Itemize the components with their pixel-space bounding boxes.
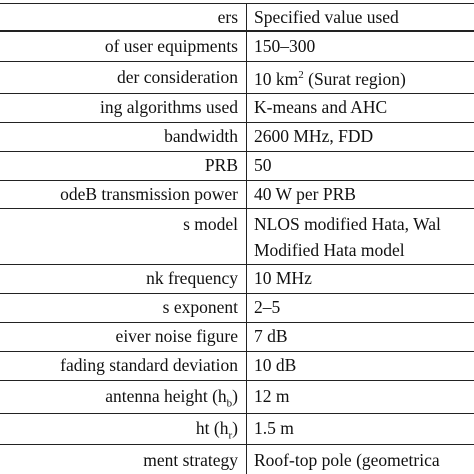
row-value-line2: Modified Hata model [254,240,405,260]
row-value: 2600 MHz, FDD [254,126,374,146]
row-parameter: s exponent [162,297,238,317]
row-value: Roof-top pole (geometrica [254,450,440,470]
row-value: 10 MHz [254,268,312,288]
row-value: 40 W per PRB [254,184,356,204]
row-parameter: ing algorithms used [99,97,238,117]
parameter-subscript: b [226,397,233,410]
row-parameter: der consideration [117,67,238,87]
row-parameter: PRB [204,155,238,175]
row-divider [0,322,474,323]
row-parameter: fading standard deviation [60,355,238,375]
row-divider [0,413,474,414]
row-divider [0,180,474,181]
row-value: 50 [254,155,272,175]
row-divider [0,351,474,352]
row-divider [0,444,474,445]
row-divider [0,208,474,209]
value-main: 10 km [254,69,299,89]
row-parameter: nk frequency [146,268,238,288]
row-divider [0,293,474,294]
row-value: 2–5 [254,297,281,317]
row-value: 7 dB [254,326,288,346]
row-divider [0,93,474,94]
parameter-rest: ) [232,418,238,438]
row-value-line1: NLOS modified Hata, Wal [254,214,441,234]
row-parameter: bandwidth [164,126,238,146]
header-parameter: ers [217,7,238,27]
header-rule [0,30,474,32]
row-parameter [105,386,238,410]
row-divider [0,264,474,265]
row-divider [0,122,474,123]
column-divider [246,3,247,474]
row-parameter: of user equipments [104,36,238,56]
table-rule [0,3,474,4]
row-value: 150–300 [254,36,316,56]
row-parameter: s model [183,214,238,234]
row-divider [0,61,474,62]
row-parameter: ment strategy [143,450,238,470]
parameter-subscript: r [228,429,233,442]
value-rest: (Surat region) [303,69,406,89]
row-parameter: eiver noise figure [115,326,238,346]
row-value [254,69,406,89]
header-value: Specified value used [254,7,399,27]
parameter-main: ht (h [195,418,229,438]
row-divider [0,151,474,152]
row-parameter: odeB transmission power [60,184,238,204]
row-parameter [195,418,238,442]
row-value: 10 dB [254,355,297,375]
row-divider [0,380,474,381]
parameter-main: antenna height (h [105,386,227,406]
row-value: K-means and AHC [254,97,388,117]
row-value: 1.5 m [254,418,294,438]
row-value: 12 m [254,386,290,406]
parameter-rest: ) [232,386,238,406]
value-superscript: 2 [298,69,304,82]
